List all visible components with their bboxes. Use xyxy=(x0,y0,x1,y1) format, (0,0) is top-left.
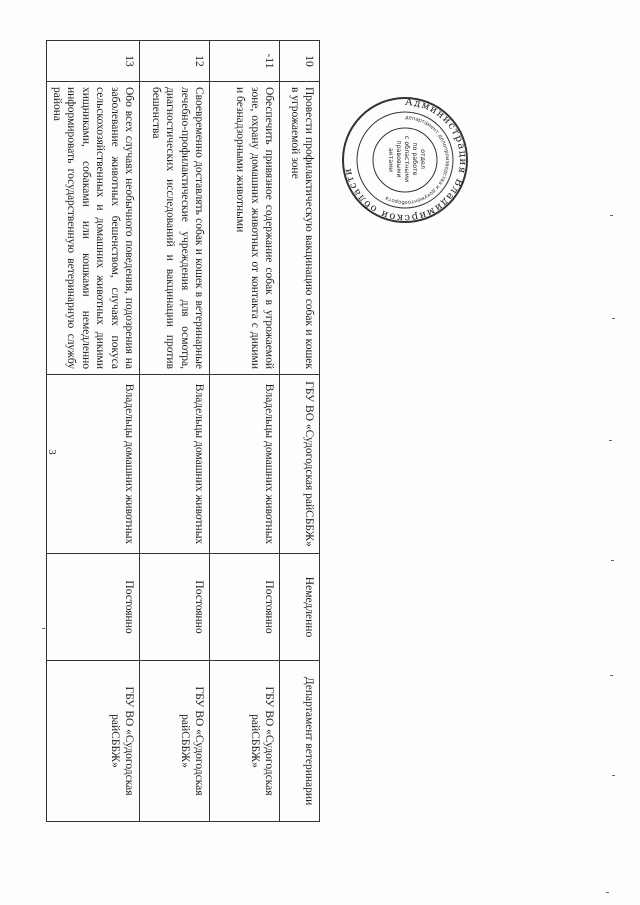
measures-table xyxy=(46,40,320,822)
measure-cell: Своевременно доставлять собак и кошек в ветеринарные лечебно-профилактические учреждения для осмотра, диагностических исследований и вакцинации против бешенства xyxy=(140,82,210,375)
responsible-cell: ГБУ ВО «Судогодская райСББЖ» xyxy=(140,661,210,822)
scan-speck xyxy=(610,675,613,676)
measure-cell: Обеспечить привязное содержание собак в угрожаемой зоне, охрану домашних животных от контакта с дикими и безнадзорными животными xyxy=(210,82,280,375)
table-row xyxy=(210,41,280,822)
measure-cell: Провести профилактическую вакцинацию собак и кошек в угрожаемой зоне xyxy=(280,82,320,375)
stamp-seal-graphic xyxy=(340,95,470,225)
row-number: 13 xyxy=(46,41,139,82)
row-number: -11 xyxy=(210,41,280,82)
scan-speck xyxy=(612,318,615,319)
stamp-center-line: с областными xyxy=(403,135,410,183)
responsible-cell: Департамент ветеринарии xyxy=(280,661,320,822)
responsible-cell: ГБУ ВО «Судогодская райСББЖ» xyxy=(46,661,139,822)
table-row xyxy=(140,41,210,822)
svg-text:отдел по работе xyxy=(387,136,426,184)
table-row xyxy=(46,41,139,822)
term-cell: Немедленно xyxy=(280,554,320,661)
executor-cell: Владельцы домашних животных xyxy=(140,375,210,554)
official-stamp xyxy=(340,95,470,225)
scan-speck xyxy=(609,440,612,441)
stamp-center-line: правовыми xyxy=(395,140,402,178)
term-cell: Постоянно xyxy=(140,554,210,661)
table-row xyxy=(280,41,320,822)
stamp-outer-text: Администрация Владимирской области xyxy=(342,96,469,224)
scan-speck xyxy=(612,775,615,776)
stamp-ring-text: департамент делопроизводства и документооборота xyxy=(384,114,451,206)
stamp-center-line: отдел xyxy=(419,149,426,169)
row-number: 10 xyxy=(280,41,320,82)
rotated-table-area xyxy=(51,40,320,806)
scan-speck xyxy=(610,215,613,216)
measure-cell: Обо всех случаях необычного поведения, подозрения на заболевание животных бешенством, случаях покуса сельскохозяйственных и домашних животных дикими хищниками, собаками или кошками немедленно информировать государственную ветеринарную службу района xyxy=(46,82,139,375)
executor-cell: ГБУ ВО «Судогодская райСББЖ» xyxy=(280,375,320,554)
term-cell: Постоянно xyxy=(46,554,139,661)
scan-speck xyxy=(611,560,614,561)
stamp-center-line: по работе xyxy=(411,142,418,176)
row-number: 12 xyxy=(140,41,210,82)
scan-speck xyxy=(606,892,609,893)
page-number: 3 xyxy=(45,449,58,455)
responsible-cell: ГБУ ВО «Судогодская райСББЖ» xyxy=(210,661,280,822)
term-cell: Постоянно xyxy=(210,554,280,661)
scan-speck xyxy=(42,628,45,629)
executor-cell: Владельцы домашних животных xyxy=(210,375,280,554)
stamp-center-line: актами xyxy=(387,147,394,173)
executor-cell: Владельцы домашних животных xyxy=(46,375,139,554)
